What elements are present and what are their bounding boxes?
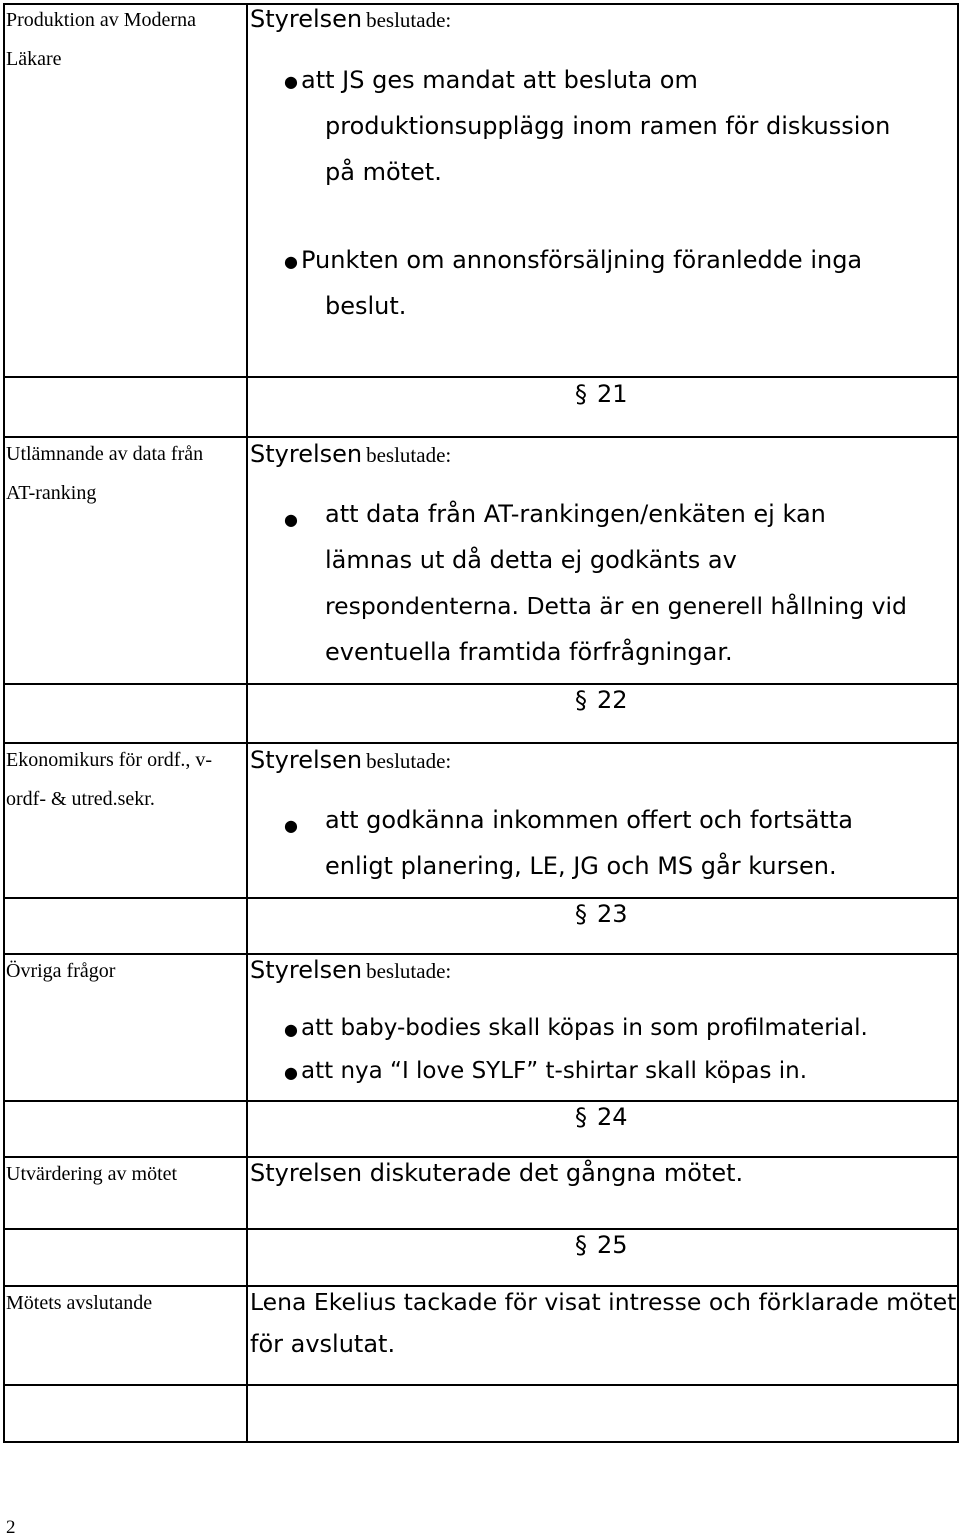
item-label xyxy=(6,952,115,991)
item-label-line: Övriga frågor xyxy=(6,960,116,982)
table-border-right xyxy=(957,3,959,1443)
bullet-text: respondenterna. Detta är en generell hållning vid xyxy=(325,592,907,620)
page-number: 2 xyxy=(6,1517,16,1538)
bullet-text: eventuella framtida förfrågningar. xyxy=(325,638,733,666)
decision-lead: Styrelsen xyxy=(250,5,363,33)
decision-text: Styrelsen diskuterade det gångna mötet. xyxy=(250,1159,744,1187)
item-label-line: AT-ranking xyxy=(6,482,97,504)
bullet-text: att godkänna inkommen offert och fortsätta xyxy=(325,806,853,834)
decision-rest: beslutade: xyxy=(366,749,452,773)
item-label-line: Mötets avslutande xyxy=(6,1292,153,1314)
paragraph-number xyxy=(575,380,628,408)
paragraph-number-value: 25 xyxy=(597,1231,628,1259)
section-symbol: § xyxy=(575,1103,587,1131)
item-label-line: ordf- & utred.sekr. xyxy=(6,788,155,810)
section-symbol: § xyxy=(575,900,587,928)
item-label-line: Ekonomikurs för ordf., v- xyxy=(6,749,213,771)
decision-rest: beslutade: xyxy=(366,8,452,32)
bullet-text: att data från AT-rankingen/enkäten ej kan xyxy=(325,500,826,528)
section-symbol: § xyxy=(575,686,587,714)
bullet-text: att JS ges mandat att besluta om xyxy=(301,66,698,94)
bullet-marker: ● xyxy=(284,72,298,91)
bullet-marker: ● xyxy=(284,252,298,271)
decision-text: Lena Ekelius tackade för visat intresse och förklarade mötet xyxy=(250,1288,957,1316)
decision-heading xyxy=(250,746,451,774)
row-divider xyxy=(3,376,959,378)
decision-text: för avslutat. xyxy=(250,1330,396,1358)
paragraph-number-value: 22 xyxy=(597,686,628,714)
bullet-text: att nya “I love SYLF” t-shirtar skall köpas in. xyxy=(301,1058,808,1084)
bullet-text: att baby-bodies skall köpas in som profilmaterial. xyxy=(301,1015,868,1041)
row-divider xyxy=(3,1100,959,1102)
paragraph-number xyxy=(575,1103,628,1131)
column-divider xyxy=(246,3,248,1443)
table-border-left xyxy=(3,3,5,1443)
decision-heading xyxy=(250,956,451,984)
paragraph-number xyxy=(575,686,628,714)
paragraph-number xyxy=(575,1231,628,1259)
row-divider xyxy=(3,897,959,899)
decision-heading xyxy=(250,5,451,33)
decision-lead: Styrelsen xyxy=(250,440,363,468)
bullet-marker: ● xyxy=(284,1020,298,1039)
bullet-marker: ● xyxy=(284,510,298,529)
bullet-text: beslut. xyxy=(325,292,407,320)
row-divider xyxy=(3,1384,959,1386)
bullet-marker: ● xyxy=(284,1063,298,1082)
decision-heading xyxy=(250,440,451,468)
paragraph-number-value: 21 xyxy=(597,380,628,408)
table-border-bottom xyxy=(3,1441,959,1443)
decision-rest: beslutade: xyxy=(366,443,452,467)
bullet-text: lämnas ut då detta ej godkänts av xyxy=(325,546,737,574)
item-label xyxy=(6,1,196,79)
paragraph-number-value: 24 xyxy=(597,1103,628,1131)
decision-rest: beslutade: xyxy=(366,959,452,983)
decision-lead: Styrelsen xyxy=(250,746,363,774)
item-label xyxy=(6,741,212,819)
bullet-text: Punkten om annonsförsäljning föranledde inga xyxy=(301,246,863,274)
item-label-line: Läkare xyxy=(6,48,62,70)
item-label xyxy=(6,435,203,513)
row-divider xyxy=(3,1228,959,1230)
decision-lead: Styrelsen xyxy=(250,956,363,984)
paragraph-number-value: 23 xyxy=(597,900,628,928)
bullet-text: produktionsupplägg inom ramen för diskussion xyxy=(325,112,891,140)
section-symbol: § xyxy=(575,1231,587,1259)
item-label xyxy=(6,1284,152,1323)
bullet-text: enligt planering, LE, JG och MS går kursen. xyxy=(325,852,837,880)
item-label-line: Utvärdering av mötet xyxy=(6,1163,178,1185)
item-label-line: Produktion av Moderna xyxy=(6,9,196,31)
row-divider xyxy=(3,953,959,955)
item-label xyxy=(6,1155,177,1194)
item-label-line: Utlämnande av data från xyxy=(6,443,204,465)
bullet-text: på mötet. xyxy=(325,158,442,186)
bullet-marker: ● xyxy=(284,816,298,835)
row-divider xyxy=(3,683,959,685)
section-symbol: § xyxy=(575,380,587,408)
paragraph-number xyxy=(575,900,628,928)
